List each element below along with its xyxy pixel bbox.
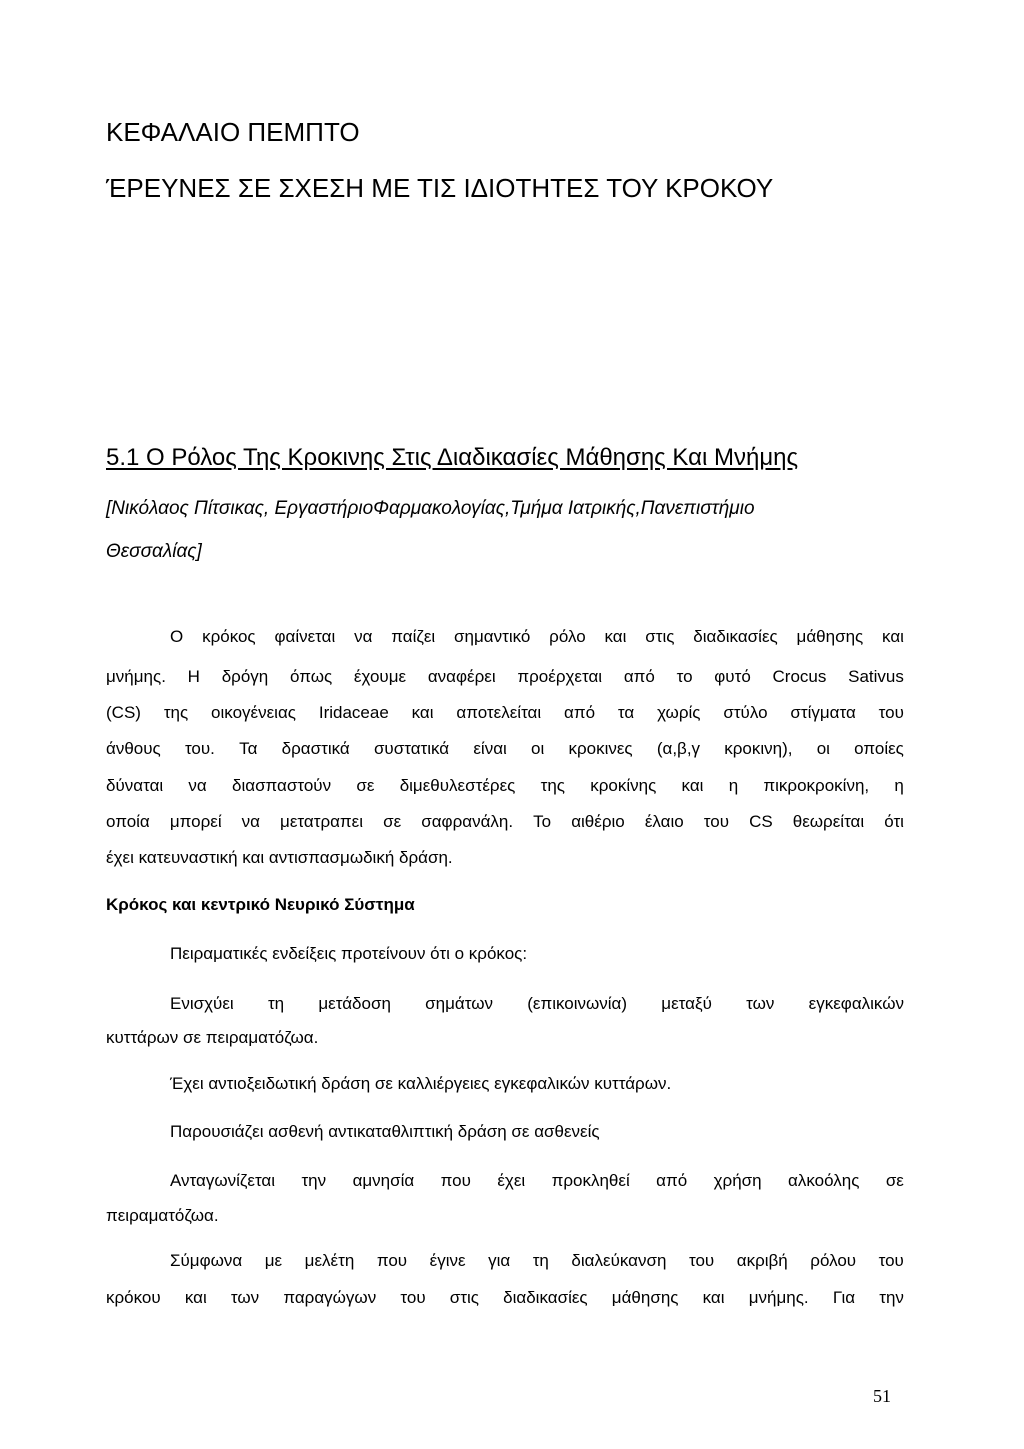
- word: πικροκροκίνη,: [763, 776, 870, 795]
- word: σαφρανάλη.: [421, 812, 514, 831]
- paragraph-line: [106, 812, 904, 840]
- word: Crocus: [772, 667, 827, 686]
- word: παίζει: [391, 627, 436, 646]
- word: ότι: [884, 812, 904, 831]
- word: όπως: [290, 667, 333, 686]
- word: μπορεί: [169, 812, 222, 831]
- word: της: [540, 776, 565, 795]
- word: την: [879, 1288, 904, 1307]
- word: στύλο: [723, 703, 768, 722]
- paragraph-line: [106, 667, 904, 695]
- finding-line: Έχει αντιοξειδωτική δράση σε καλλιέργειες εγκεφαλικών κυττάρων.: [170, 1074, 672, 1093]
- word: διαδικασίες: [503, 1288, 588, 1307]
- finding-line: κυττάρων σε πειραματόζωα.: [106, 1028, 319, 1047]
- word: κροκίνης: [590, 776, 657, 795]
- word: σε: [356, 776, 375, 795]
- word: χωρίς: [657, 703, 701, 722]
- author-line: [Νικόλαος Πίτσικας, ΕργαστήριοΦαρμακολογίας,Τμήμα Ιατρικής,Πανεπιστήμιο: [106, 498, 755, 519]
- word: (CS): [106, 703, 141, 722]
- word: η: [728, 776, 739, 795]
- word: την: [301, 1171, 327, 1190]
- word: μάθησης: [796, 627, 864, 646]
- word: (α,β,γ: [656, 739, 701, 758]
- word: έλαιο: [644, 812, 684, 831]
- word: των: [746, 994, 775, 1013]
- word: του: [878, 703, 904, 722]
- paragraph-line: [170, 1251, 904, 1279]
- word: Iridaceae: [318, 703, 389, 722]
- word: σημάτων: [425, 994, 493, 1013]
- paragraph-line: [106, 776, 904, 804]
- word: που: [376, 1251, 408, 1270]
- word: Ενισχύει: [170, 994, 234, 1013]
- paragraph-line: [106, 1288, 904, 1316]
- word: δύναται: [106, 776, 164, 795]
- word: μεταξύ: [661, 994, 712, 1013]
- word: έγινε: [429, 1251, 466, 1270]
- word: από: [564, 703, 596, 722]
- word: στις: [449, 1288, 479, 1307]
- word: διαλεύκανση: [571, 1251, 667, 1270]
- word: ρόλου: [810, 1251, 857, 1270]
- word: οι: [816, 739, 830, 758]
- word: Η: [187, 667, 200, 686]
- word: τα: [617, 703, 635, 722]
- chapter-title: ΚΕΦΑΛΑΙΟ ΠΕΜΠΤΟ: [106, 117, 360, 147]
- word: δρόγη: [221, 667, 269, 686]
- word: σε: [383, 812, 402, 831]
- word: φυτό: [714, 667, 751, 686]
- word: συστατικά: [373, 739, 450, 758]
- word: της: [163, 703, 189, 722]
- word: και: [411, 703, 434, 722]
- word: Τα: [239, 739, 258, 758]
- word: κρόκος: [202, 627, 256, 646]
- word: στις: [645, 627, 675, 646]
- word: οικογένειας: [211, 703, 296, 722]
- word: των: [230, 1288, 260, 1307]
- word: το: [676, 667, 693, 686]
- word: Σύμφωνα: [170, 1251, 243, 1270]
- word: αμνησία: [352, 1171, 415, 1190]
- paragraph-line: [170, 627, 904, 655]
- word: να: [354, 627, 373, 646]
- word: μελέτη: [304, 1251, 355, 1270]
- intro-line: Πειραματικές ενδείξεις προτείνουν ότι ο κρόκος:: [170, 944, 528, 963]
- word: χρήση: [713, 1171, 762, 1190]
- word: δραστικά: [281, 739, 350, 758]
- subheading: Κρόκος και κεντρικό Νευρικό Σύστημα: [106, 895, 415, 914]
- word: κροκινη),: [724, 739, 793, 758]
- finding-line: πειραματόζωα.: [106, 1206, 219, 1225]
- paragraph-line: [106, 703, 904, 731]
- word: τη: [532, 1251, 549, 1270]
- paragraph-line: έχει κατευναστική και αντισπασμωδική δράση.: [106, 848, 453, 867]
- word: Το: [533, 812, 552, 831]
- word: μετατραπει: [280, 812, 364, 831]
- word: κρόκου: [106, 1288, 161, 1307]
- word: παραγώγων: [283, 1288, 377, 1307]
- word: ακριβή: [736, 1251, 788, 1270]
- word: μάθησης: [611, 1288, 679, 1307]
- word: CS: [749, 812, 773, 831]
- word: οποία: [106, 812, 150, 831]
- word: Sativus: [848, 667, 904, 686]
- word: για: [488, 1251, 511, 1270]
- word: οι: [531, 739, 545, 758]
- word: από: [623, 667, 655, 686]
- word: Ο: [170, 627, 184, 646]
- word: που: [440, 1171, 471, 1190]
- word: και: [681, 776, 704, 795]
- section-title: 5.1 Ο Ρόλος Της Κροκινης Στις Διαδικασίες Μάθησης Και Μνήμης: [106, 444, 799, 471]
- word: και: [882, 627, 904, 646]
- word: του: [688, 1251, 715, 1270]
- word: αναφέρει: [427, 667, 496, 686]
- word: σημαντικό: [454, 627, 531, 646]
- word: θεωρείται: [792, 812, 865, 831]
- word: έχει: [497, 1171, 526, 1190]
- word: να: [188, 776, 207, 795]
- author-line: Θεσσαλίας]: [106, 541, 202, 562]
- finding-line: Παρουσιάζει ασθενή αντικαταθλιπτική δράση σε ασθενείς: [170, 1122, 600, 1141]
- word: μετάδοση: [318, 994, 391, 1013]
- word: εγκεφαλικών: [808, 994, 904, 1013]
- word: από: [656, 1171, 688, 1190]
- word: με: [264, 1251, 283, 1270]
- word: του: [703, 812, 729, 831]
- word: σε: [885, 1171, 904, 1190]
- finding-line: [170, 1171, 904, 1199]
- word: διαδικασίες: [693, 627, 778, 646]
- chapter-subtitle: ΈΡΕΥΝΕΣ ΣΕ ΣΧΕΣΗ ΜΕ ΤΙΣ ΙΔΙΟΤΗΤΕΣ ΤΟΥ ΚΡΟΚΟΥ: [106, 173, 774, 203]
- word: και: [702, 1288, 725, 1307]
- word: διασπαστούν: [232, 776, 332, 795]
- word: είναι: [473, 739, 507, 758]
- word: στίγματα: [790, 703, 856, 722]
- word: μνήμης.: [748, 1288, 809, 1307]
- word: και: [604, 627, 627, 646]
- word: έχουμε: [353, 667, 407, 686]
- word: κροκινες: [568, 739, 633, 758]
- word: (επικοινωνία): [527, 994, 628, 1013]
- word: άνθους: [106, 739, 161, 758]
- word: ρόλο: [549, 627, 586, 646]
- word: του: [400, 1288, 426, 1307]
- word: του: [878, 1251, 904, 1270]
- word: προκληθεί: [551, 1171, 630, 1190]
- word: και: [184, 1288, 207, 1307]
- finding-line: [170, 994, 904, 1022]
- word: οποίες: [854, 739, 904, 758]
- word: διμεθυλεστέρες: [399, 776, 516, 795]
- paragraph-line: [106, 739, 904, 767]
- word: αιθέριο: [571, 812, 625, 831]
- word: Για: [832, 1288, 856, 1307]
- word: Ανταγωνίζεται: [170, 1171, 276, 1190]
- word: προέρχεται: [517, 667, 603, 686]
- word: τη: [267, 994, 285, 1013]
- word: αλκοόλης: [788, 1171, 860, 1190]
- word: φαίνεται: [274, 627, 336, 646]
- word: να: [241, 812, 260, 831]
- page-number: 51: [873, 1386, 891, 1406]
- word: η: [894, 776, 904, 795]
- word: του.: [184, 739, 215, 758]
- word: μνήμης.: [106, 667, 166, 686]
- word: αποτελείται: [456, 703, 542, 722]
